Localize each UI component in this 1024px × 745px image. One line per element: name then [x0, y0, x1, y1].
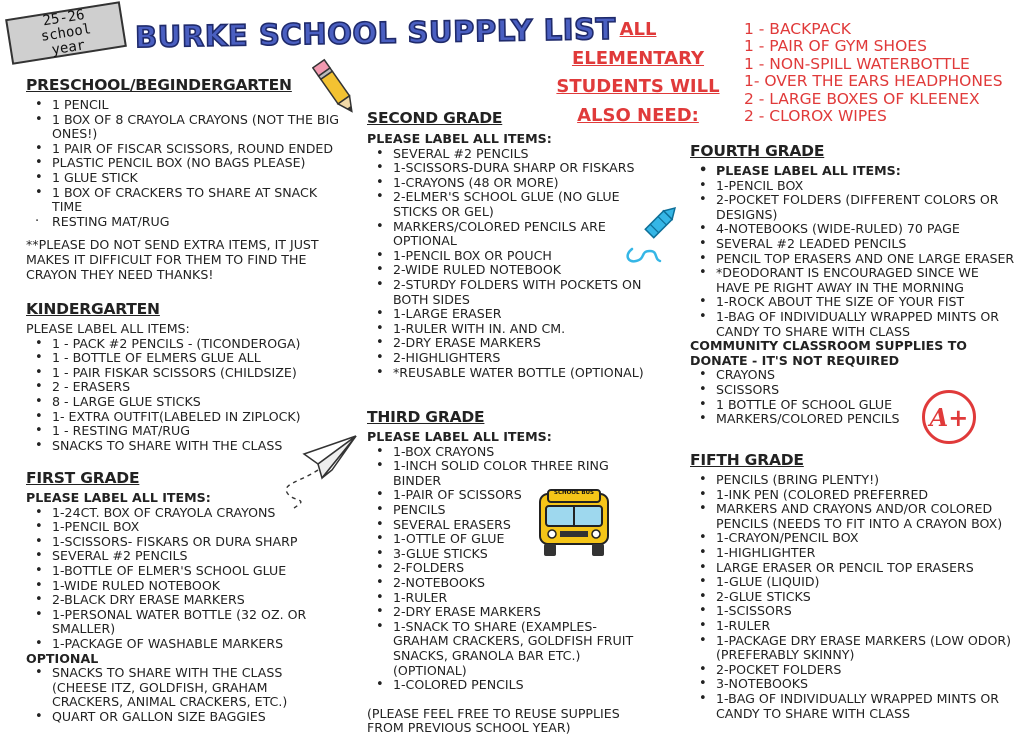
list-item: • 2-POCKET FOLDERS (DIFFERENT COLORS OR DESIGNS) — [690, 193, 1016, 222]
list-item: • 1- EXTRA OUTFIT(LABELED IN ZIPLOCK) — [26, 410, 344, 425]
list-item: • PLASTIC PENCIL BOX (NO BAGS PLEASE) — [26, 156, 344, 171]
all-elementary-item: 1 - BACKPACK — [744, 20, 851, 38]
list-item: • 2-WIDE RULED NOTEBOOK — [367, 263, 657, 278]
second-grade-subtitle: PLEASE LABEL ALL ITEMS: — [367, 131, 552, 146]
list-item: • 2-DRY ERASE MARKERS — [367, 605, 653, 620]
preschool-title: PRESCHOOL/BEGINDERGARTEN — [26, 76, 292, 94]
all-elementary-item: 1 - PAIR OF GYM SHOES — [744, 37, 927, 56]
third-grade-section — [367, 408, 653, 736]
all-elementary-line: ALL — [619, 19, 657, 40]
list-item: • 1-RULER WITH IN. AND CM. — [367, 322, 657, 337]
list-item: • PENCIL TOP ERASERS AND ONE LARGE ERASER — [690, 252, 1016, 267]
a-plus-text: A+ — [929, 402, 969, 432]
list-item: • 1-COLORED PENCILS — [367, 678, 653, 693]
list-item: • 2-DRY ERASE MARKERS — [367, 336, 657, 351]
list-item: • PENCILS (BRING PLENTY!) — [690, 473, 1016, 488]
list-item: • 1-ROCK ABOUT THE SIZE OF YOUR FIST — [690, 295, 1016, 310]
list-item: · RESTING MAT/RUG — [26, 215, 344, 230]
kindergarten-subtitle: PLEASE LABEL ALL ITEMS: — [26, 321, 190, 336]
list-item: • 1-PENCIL BOX — [26, 520, 326, 535]
second-grade-title: SECOND GRADE — [367, 109, 503, 127]
fourth-grade-title: FOURTH GRADE — [690, 142, 825, 160]
list-item: • 1-CRAYON/PENCIL BOX — [690, 531, 1016, 546]
school-year-text: 25-26 school year — [39, 6, 93, 58]
first-grade-subtitle: PLEASE LABEL ALL ITEMS: — [26, 490, 211, 505]
list-item: • MARKERS/COLORED PENCILS — [690, 412, 1016, 427]
third-grade-subtitle: PLEASE LABEL ALL ITEMS: — [367, 429, 552, 444]
list-item: • 1-BOX CRAYONS — [367, 445, 653, 460]
list-item: • 1-PERSONAL WATER BOTTLE (32 OZ. OR SMALLER) — [26, 608, 326, 637]
list-item: • 1-CRAYONS (48 OR MORE) — [367, 176, 657, 191]
first-grade-optional-list — [26, 666, 326, 724]
list-item: • 2-NOTEBOOKS — [367, 576, 653, 591]
list-item: • 1-RULER — [690, 619, 1016, 634]
all-elementary-line: STUDENTS WILL — [556, 76, 720, 97]
list-item: • *DEODORANT IS ENCOURAGED SINCE WE HAVE PE RIGHT AWAY IN THE MORNING — [690, 266, 1016, 295]
list-item: • 2-FOLDERS — [367, 561, 653, 576]
list-item: • SCISSORS — [690, 383, 1016, 398]
list-item: • 3-GLUE STICKS — [367, 547, 653, 562]
list-item: • CRAYONS — [690, 368, 1016, 383]
all-elementary-list — [744, 21, 1024, 125]
list-item: • 1-BAG OF INDIVIDUALLY WRAPPED MINTS OR CANDY TO SHARE WITH CLASS — [690, 310, 1016, 339]
list-item: • 1-WIDE RULED NOTEBOOK — [26, 579, 326, 594]
list-item: • PENCILS — [367, 503, 653, 518]
list-item: • 1 BOX OF CRACKERS TO SHARE AT SNACK TIME — [26, 186, 344, 215]
page-title: BURKE SCHOOL SUPPLY LIST — [134, 11, 617, 55]
list-item: • 1-PACKAGE DRY ERASE MARKERS (LOW ODOR) (PREFERABLY SKINNY) — [690, 634, 1016, 663]
second-grade-list — [367, 147, 657, 381]
all-elementary-item: 1- OVER THE EARS HEADPHONES — [744, 72, 1003, 91]
list-item: • 2 - ERASERS — [26, 380, 344, 395]
list-item: • 1 PAIR OF FISCAR SCISSORS, ROUND ENDED — [26, 142, 344, 157]
list-item: • 1-24CT. BOX OF CRAYOLA CRAYONS — [26, 506, 326, 521]
list-item: • 1-SCISSORS-DURA SHARP OR FISKARS — [367, 161, 657, 176]
first-grade-section — [26, 469, 326, 725]
list-item: • 2-HIGHLIGHTERS — [367, 351, 657, 366]
fifth-grade-section — [690, 451, 1016, 721]
list-item: • 1 - PACK #2 PENCILS - (TICONDEROGA) — [26, 337, 344, 352]
list-item: • 1-LARGE ERASER — [367, 307, 657, 322]
list-item: • 1-BAG OF INDIVIDUALLY WRAPPED MINTS OR CANDY TO SHARE WITH CLASS — [690, 692, 1016, 721]
list-item: • 1-PENCIL BOX — [690, 179, 1016, 194]
first-grade-title: FIRST GRADE — [26, 469, 140, 487]
list-item: • 1-RULER — [367, 591, 653, 606]
list-item: • 4-NOTEBOOKS (WIDE-RULED) 70 PAGE — [690, 222, 1016, 237]
list-item: • SNACKS TO SHARE WITH THE CLASS (CHEESE ITZ, GOLDFISH, GRAHAM CRACKERS, ANIMAL CRACKERS, ETC.) — [26, 666, 326, 710]
list-item: • MARKERS/COLORED PENCILS ARE OPTIONAL — [367, 220, 657, 249]
fifth-grade-title: FIFTH GRADE — [690, 451, 804, 469]
list-item: • 1-INCH SOLID COLOR THREE RING BINDER — [367, 459, 618, 488]
list-item: • 1 GLUE STICK — [26, 171, 344, 186]
third-grade-note: (PLEASE FEEL FREE TO REUSE SUPPLIES FROM PREVIOUS SCHOOL YEAR) — [367, 705, 620, 736]
fourth-grade-section — [690, 142, 1016, 427]
list-item: • 2-GLUE STICKS — [690, 590, 1016, 605]
list-item: • 1-SNACK TO SHARE (EXAMPLES- GRAHAM CRACKERS, GOLDFISH FRUIT SNACKS, GRANOLA BAR ETC.) (OPTIONAL) — [367, 620, 653, 678]
list-item: • 1-OTTLE OF GLUE — [367, 532, 653, 547]
third-grade-list — [367, 445, 653, 693]
community-supplies-list — [690, 368, 1016, 426]
all-elementary-item: 2 - CLOROX WIPES — [744, 107, 887, 126]
list-item: • 1 - PAIR FISKAR SCISSORS (CHILDSIZE) — [26, 366, 344, 381]
list-item: • SEVERAL #2 LEADED PENCILS — [690, 237, 1016, 252]
first-grade-optional-label: OPTIONAL — [26, 650, 99, 666]
kindergarten-title: KINDERGARTEN — [26, 300, 160, 318]
list-item: • 1-HIGHLIGHTER — [690, 546, 1016, 561]
school-year-badge — [5, 1, 127, 65]
list-item: • 1-INK PEN (COLORED PREFERRED — [690, 488, 1016, 503]
preschool-note: **PLEASE DO NOT SEND EXTRA ITEMS, IT JUST MAKES IT DIFFICULT FOR THEM TO FIND THE CRAYON THEY NEED THANKS! — [26, 237, 319, 282]
list-item: • 1-GLUE (LIQUID) — [690, 575, 1016, 590]
list-item: • SEVERAL #2 PENCILS — [26, 549, 326, 564]
all-elementary-item: 2 - LARGE BOXES OF KLEENEX — [744, 89, 980, 108]
list-item: • 1 - BOTTLE OF ELMERS GLUE ALL — [26, 351, 344, 366]
list-item: • LARGE ERASER OR PENCIL TOP ERASERS — [690, 561, 1016, 576]
list-item: • PLEASE LABEL ALL ITEMS: — [690, 164, 1016, 179]
school-bus-label: SCHOOL BUS — [554, 490, 594, 496]
list-item: • *REUSABLE WATER BOTTLE (OPTIONAL) — [367, 366, 657, 381]
list-item: • 1 BOX OF 8 CRAYOLA CRAYONS (NOT THE BIG ONES!) — [26, 113, 344, 142]
list-item: • 1-SCISSORS — [690, 604, 1016, 619]
list-item: • 1 - RESTING MAT/RUG — [26, 424, 344, 439]
third-grade-title: THIRD GRADE — [367, 408, 485, 426]
list-item: • 2-ELMER'S SCHOOL GLUE (NO GLUE STICKS OR GEL) — [367, 190, 657, 219]
list-item: • SNACKS TO SHARE WITH THE CLASS — [26, 439, 344, 454]
first-grade-list — [26, 506, 326, 652]
all-elementary-line: ELEMENTARY — [571, 47, 705, 69]
list-item: • 1-PENCIL BOX OR POUCH — [367, 249, 657, 264]
list-item: • 2-STURDY FOLDERS WITH POCKETS ON BOTH SIDES — [367, 278, 657, 307]
preschool-list — [26, 98, 344, 229]
list-item: • QUART OR GALLON SIZE BAGGIES — [26, 710, 326, 725]
list-item: • 1-PAIR OF SCISSORS — [367, 488, 653, 503]
all-elementary-item: 1 - NON-SPILL WATERBOTTLE — [744, 54, 970, 73]
second-grade-section — [367, 109, 657, 380]
list-item: • 1-BOTTLE OF ELMER'S SCHOOL GLUE — [26, 564, 326, 579]
list-item: • 1-PACKAGE OF WASHABLE MARKERS — [26, 637, 326, 652]
list-item: • 1-SCISSORS- FISKARS OR DURA SHARP — [26, 535, 326, 550]
kindergarten-list — [26, 337, 344, 454]
list-item: • 2-POCKET FOLDERS — [690, 663, 1016, 678]
list-item: • 1 PENCIL — [26, 98, 344, 113]
kindergarten-section — [26, 300, 344, 453]
preschool-section — [26, 76, 344, 282]
fifth-grade-list — [690, 473, 1016, 721]
community-supplies-title: COMMUNITY CLASSROOM SUPPLIES TO DONATE - IT'S NOT REQUIRED — [690, 338, 967, 368]
all-elementary-line: ALSO NEED: — [577, 104, 699, 126]
list-item: • 8 - LARGE GLUE STICKS — [26, 395, 344, 410]
list-item: • 2-BLACK DRY ERASE MARKERS — [26, 593, 326, 608]
list-item: • MARKERS AND CRAYONS AND/OR COLORED PENCILS (NEEDS TO FIT INTO A CRAYON BOX) — [690, 502, 1016, 531]
list-item: • 3-NOTEBOOKS — [690, 677, 1016, 692]
list-item: • SEVERAL ERASERS — [367, 518, 653, 533]
list-item: • SEVERAL #2 PENCILS — [367, 147, 657, 162]
fourth-grade-list — [690, 164, 1016, 339]
list-item: • 1 BOTTLE OF SCHOOL GLUE — [690, 398, 1016, 413]
